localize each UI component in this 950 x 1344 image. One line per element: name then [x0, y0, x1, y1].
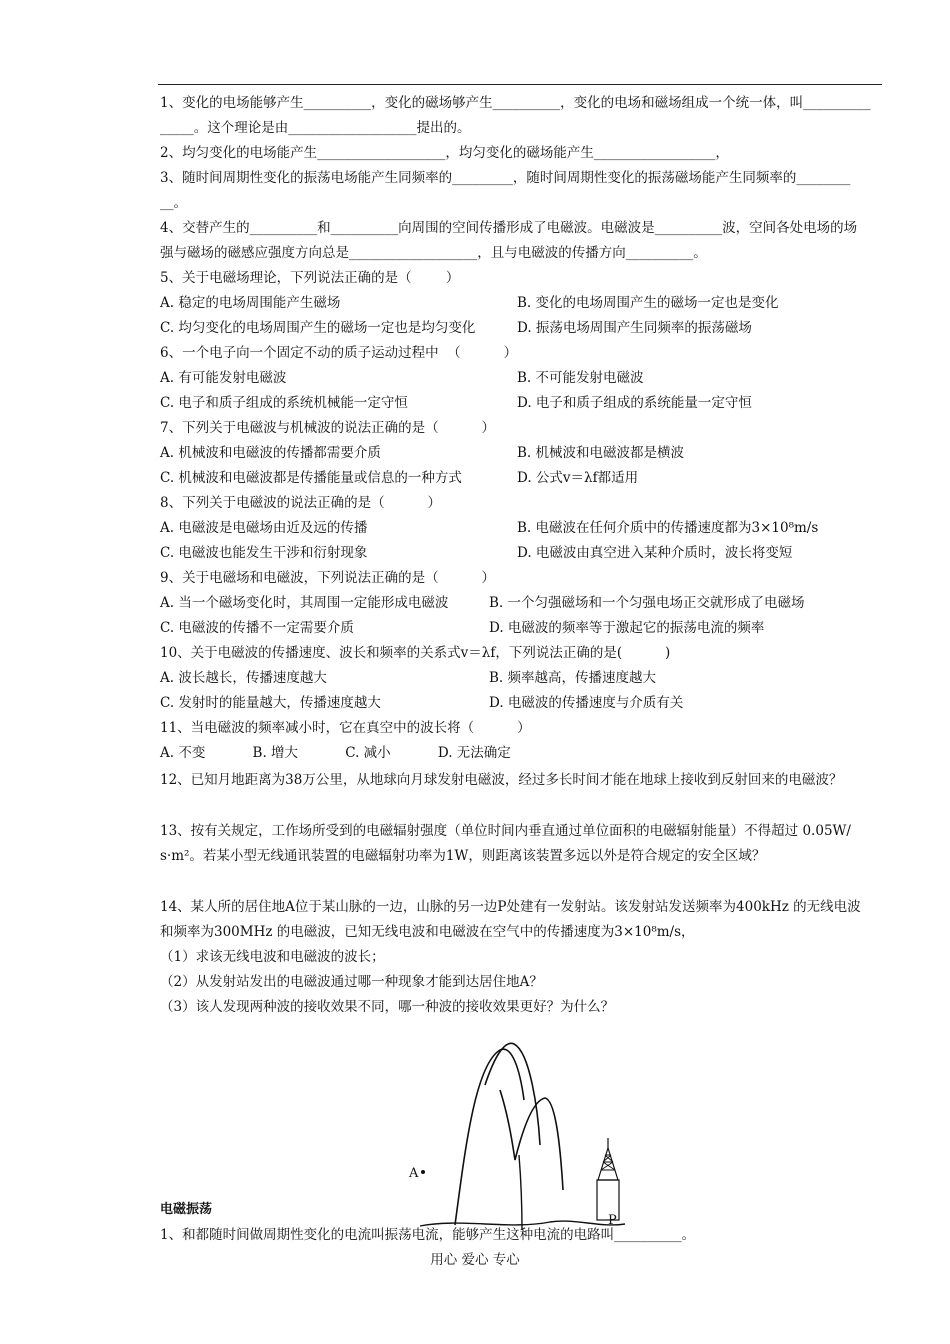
header-rule — [158, 84, 882, 85]
q6-option-c: C. 电子和质子组成的系统机械能一定守恒 — [160, 395, 408, 411]
q10-option-d: D. 电磁波的传播速度与介质有关 — [489, 695, 684, 711]
mountain-transmitter-figure — [400, 1030, 640, 1245]
q8-option-c: C. 电磁波也能发生干涉和衍射现象 — [160, 545, 368, 561]
q4-line2: 强与磁场的磁感应强度方向总是___________________，且与电磁波的传播方向__________。 — [160, 245, 707, 261]
q8-option-a: A. 电磁波是电磁场由近及远的传播 — [160, 520, 368, 536]
transmitter-tower-icon — [597, 1138, 619, 1220]
q1-line1: 1、变化的电场能够产生__________，变化的磁场够产生__________，变化的电场和磁场组成一个统一体，叫__________ — [160, 95, 871, 111]
q8-stem: 8、下列关于电磁波的说法正确的是（ ） — [160, 495, 442, 511]
q7-stem: 7、下列关于电磁波与机械波的说法正确的是（ ） — [160, 420, 496, 436]
q11-options: A. 不变 B. 增大 C. 减小 D. 无法确定 — [160, 745, 511, 761]
q10-stem: 10、关于电磁波的传播速度、波长和频率的关系式v＝λf，下列说法正确的是( ) — [160, 645, 671, 661]
q14-part1: （1）求该无线电波和电磁波的波长； — [160, 949, 385, 965]
q2-line: 2、均匀变化的电场能产生___________________，均匀变化的磁场能产生__________________， — [160, 145, 729, 161]
q6-stem: 6、一个电子向一个固定不动的质子运动过程中 （ ） — [160, 345, 518, 361]
q12-stem: 12、已知月地距离为38万公里，从地球向月球发射电磁波，经过多长时间才能在地球上接收到反射回来的电磁波？ — [160, 772, 843, 788]
q14-part3: （3）该人发现两种波的接收效果不同，哪一种波的接收效果更好？为什么？ — [160, 999, 615, 1015]
q7-option-d: D. 公式v＝λf都适用 — [517, 470, 639, 486]
mountain-inner-line — [519, 1155, 522, 1230]
q14-part2: （2）从发射站发出的电磁波通过哪一种现象才能到达居住地A？ — [160, 974, 543, 990]
q5-option-d: D. 振荡电场周围产生同频率的振荡磁场 — [517, 320, 752, 336]
q6-option-d: D. 电子和质子组成的系统能量一定守恒 — [517, 395, 752, 411]
q5-stem: 5、关于电磁场理论，下列说法正确的是（ ） — [160, 270, 460, 286]
q9-option-a: A. 当一个磁场变化时，其周围一定能形成电磁波 — [160, 595, 449, 611]
q9-stem: 9、关于电磁场和电磁波，下列说法正确的是（ ） — [160, 570, 496, 586]
q3-line1: 3、随时间周期性变化的振荡电场能产生同频率的_________，随时间周期性变化的振荡磁场能产生同频率的________ — [160, 170, 851, 186]
page-footer: 用心 爱心 专心 — [430, 1252, 520, 1268]
q7-option-b: B. 机械波和电磁波都是横波 — [517, 445, 685, 461]
q6-option-b: B. 不可能发射电磁波 — [517, 370, 644, 386]
q5-option-b: B. 变化的电场周围产生的磁场一定也是变化 — [517, 295, 779, 311]
q9-option-c: C. 电磁波的传播不一定需要介质 — [160, 620, 354, 636]
q8-option-d: D. 电磁波由真空进入某种介质时，波长将变短 — [517, 545, 793, 561]
q14-line1: 14、某人所的居住地A位于某山脉的一边，山脉的另一边P处建有一发射站。该发射站发送频率为400kHz 的无线电波 — [160, 899, 861, 915]
mountain-outline-left — [455, 1049, 524, 1225]
mountain-outline-right — [500, 1090, 563, 1190]
q9-option-b: B. 一个匀强磁场和一个匀强电场正交就形成了电磁场 — [489, 595, 805, 611]
q5-option-c: C. 均匀变化的电场周围产生的磁场一定也是均匀变化 — [160, 320, 476, 336]
q13-line2: s·m²。若某小型无线通讯装置的电磁辐射功率为1W，则距离该装置多远以外是符合规定的安全区域？ — [160, 848, 766, 864]
q8-option-b: B. 电磁波在任何介质中的传播速度都为3×10⁸m/s — [517, 520, 819, 536]
oscillation-q1: 1、和都随时间做周期性变化的电流叫振荡电流，能够产生这种电流的电路叫__________。 — [160, 1227, 696, 1243]
q13-line1: 13、按有关规定，工作场所受到的电磁辐射强度（单位时间内垂直通过单位面积的电磁辐射能量）不得超过 0.05W/ — [160, 823, 851, 839]
point-p-label: P — [608, 1213, 617, 1228]
q7-option-c: C. 机械波和电磁波都是传播能量或信息的一种方式 — [160, 470, 462, 486]
q1-line2: _____。这个理论是由___________________提出的。 — [160, 120, 471, 136]
q14-line2: 和频率为300MHz 的电磁波，已知无线电波和电磁波在空气中的传播速度为3×10⁸m/s， — [160, 924, 695, 940]
q10-option-a: A. 波长越长，传播速度越大 — [160, 670, 327, 686]
point-a-label: A — [409, 1166, 419, 1181]
q5-option-a: A. 稳定的电场周围能产生磁场 — [160, 295, 341, 311]
q6-option-a: A. 有可能发射电磁波 — [160, 370, 287, 386]
q10-option-c: C. 发射时的能量越大，传播速度越大 — [160, 695, 381, 711]
mountain-outline-tall — [485, 1043, 540, 1145]
q9-option-d: D. 电磁波的频率等于激起它的振荡电流的频率 — [489, 620, 765, 636]
q10-option-b: B. 频率越高，传播速度越大 — [489, 670, 657, 686]
q4-line1: 4、交替产生的__________和__________向周围的空间传播形成了电磁波。电磁波是__________波，空间各处电场的场 — [160, 220, 858, 236]
section-heading: 电磁振荡 — [160, 1202, 213, 1217]
point-a-marker — [421, 1170, 425, 1174]
q11-stem: 11、当电磁波的频率减小时，它在真空中的波长将（ ） — [160, 720, 531, 736]
q7-option-a: A. 机械波和电磁波的传播都需要介质 — [160, 445, 381, 461]
q3-line2: __。 — [160, 195, 187, 211]
